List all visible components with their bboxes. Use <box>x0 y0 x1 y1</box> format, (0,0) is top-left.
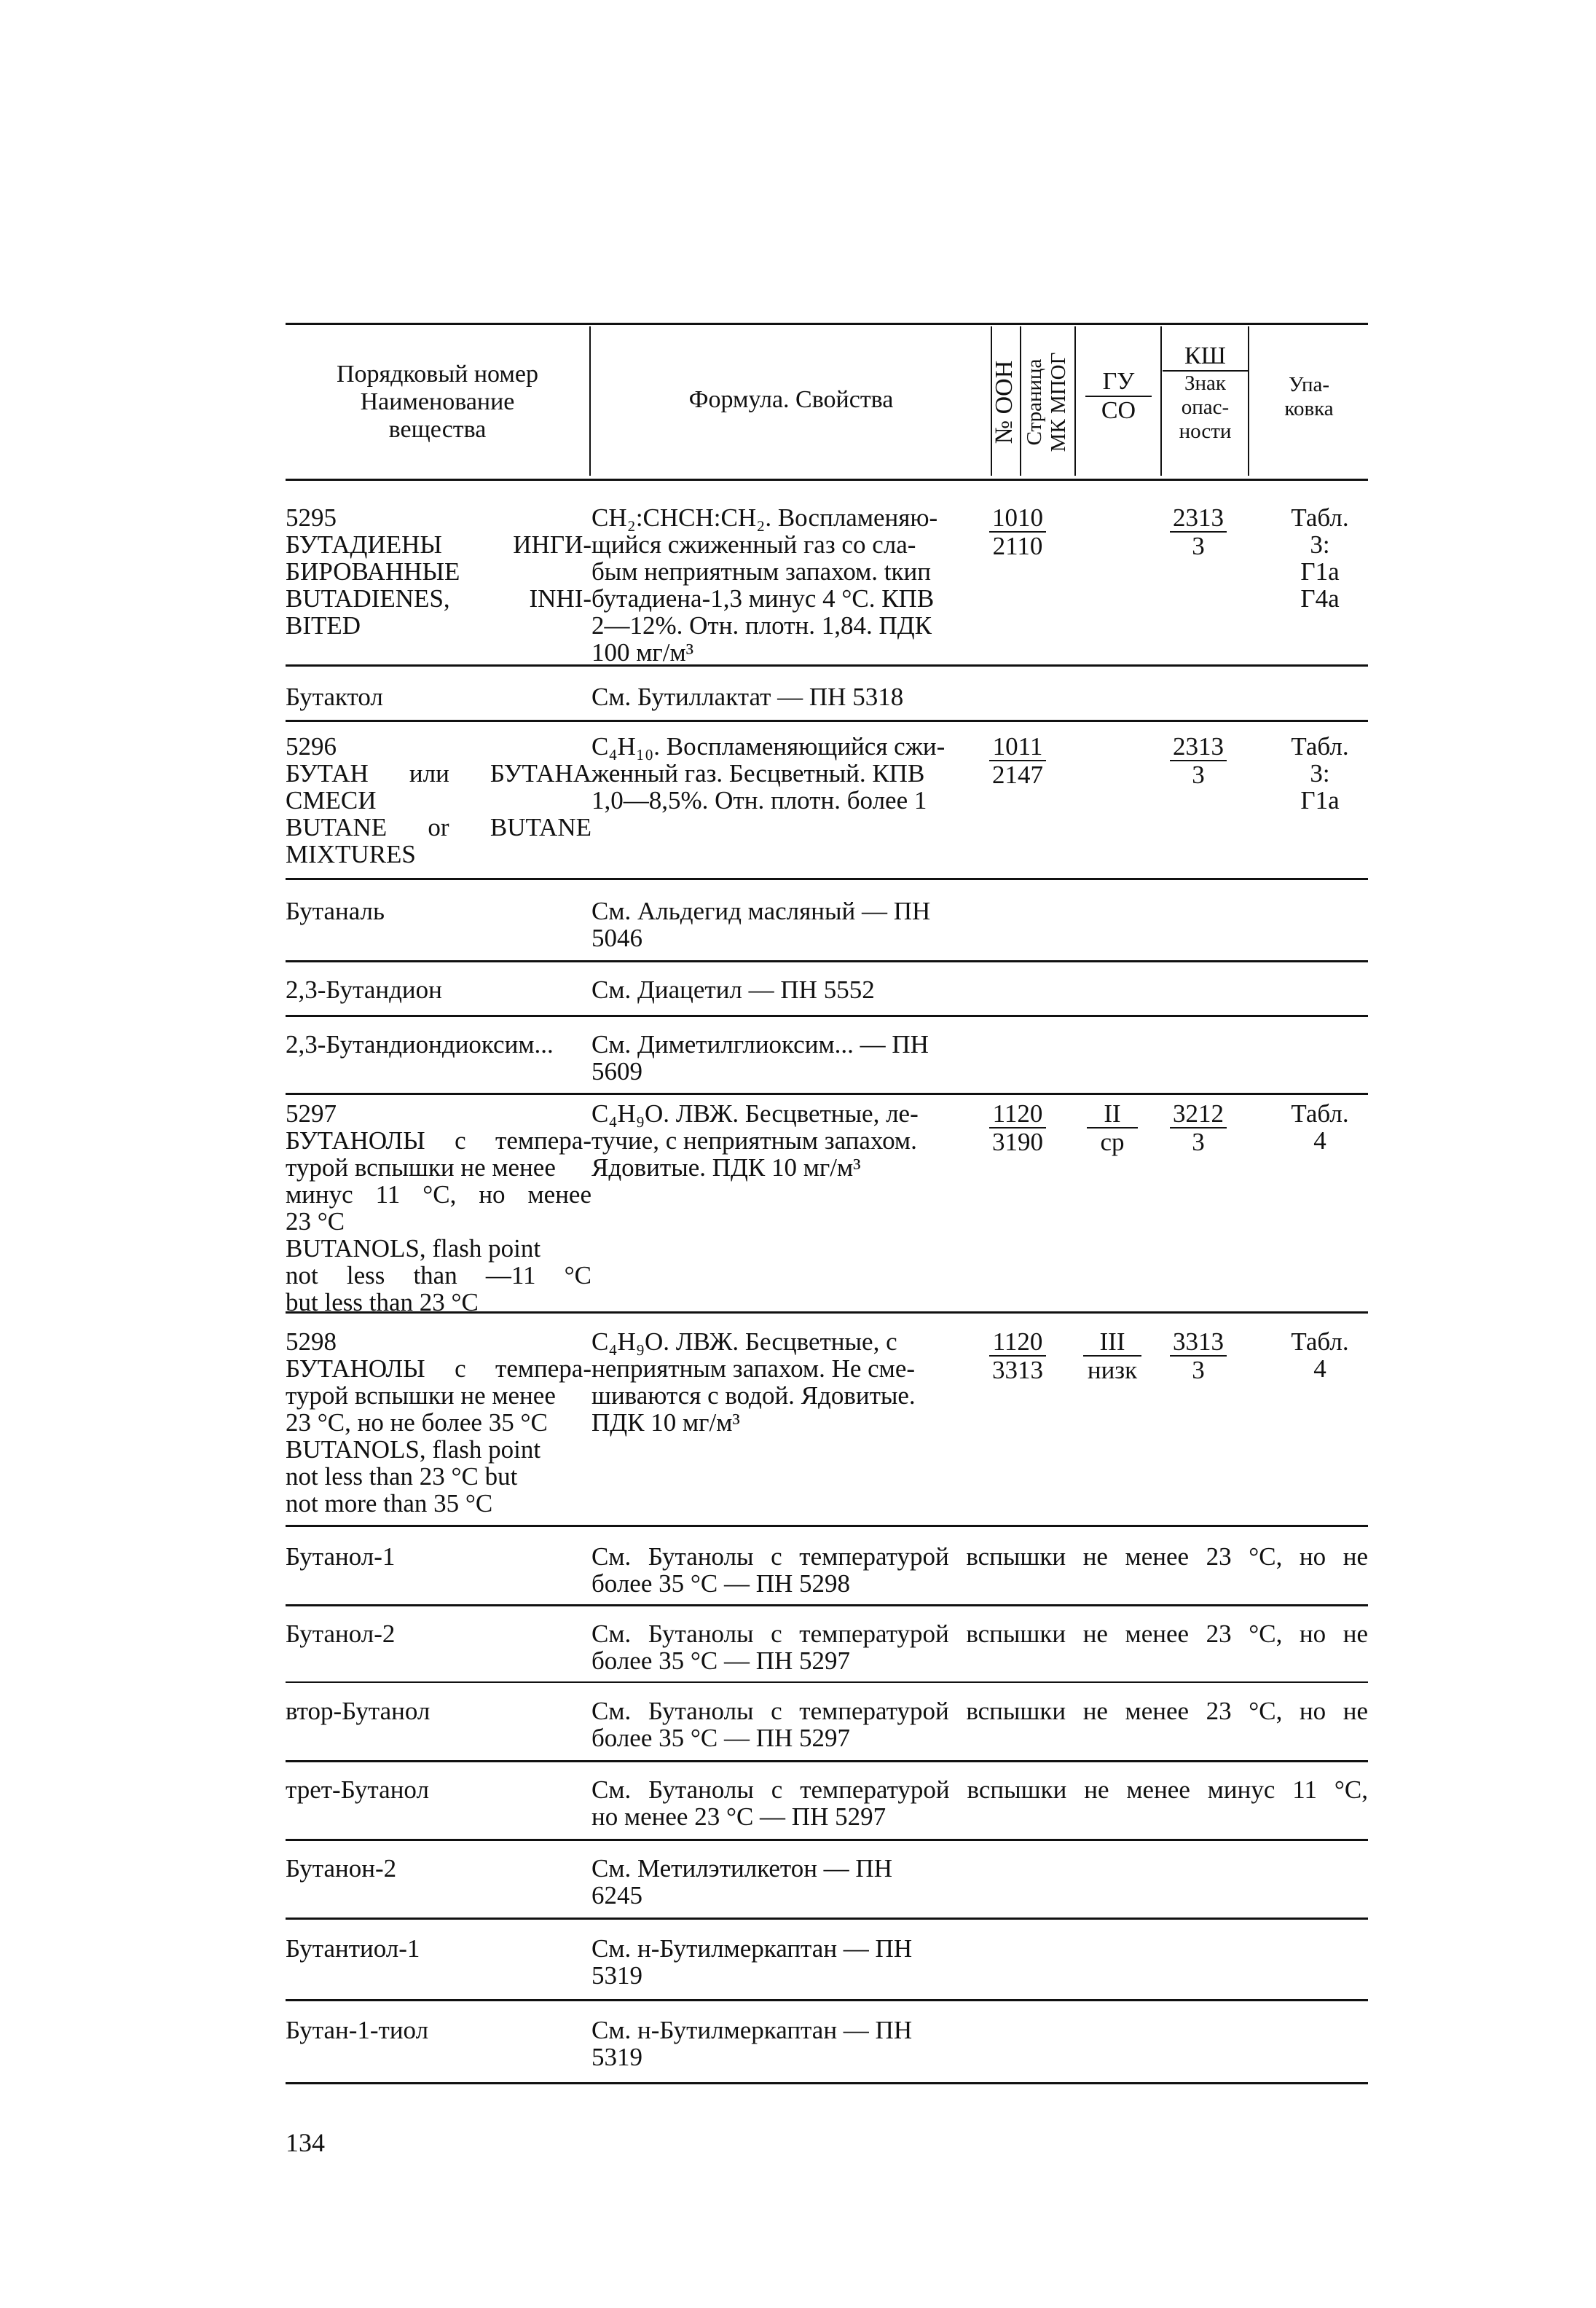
pack-line: 3: <box>1310 530 1330 559</box>
name-line: not more than 35 °C <box>286 1489 493 1518</box>
table-bottom-rule <box>286 2082 1368 2084</box>
property-line: 5319 <box>591 2043 642 2071</box>
property-line: 5609 <box>591 1057 642 1086</box>
header-un-number <box>991 329 1020 475</box>
name-line: втор-Бутанол <box>286 1697 431 1725</box>
packaging <box>1272 733 1368 814</box>
row-rule <box>286 960 1368 962</box>
name-line: MIXTURES <box>286 840 416 868</box>
formula-properties <box>591 504 1007 666</box>
header-bottom-rule <box>286 479 1368 481</box>
serial-number: 5295 <box>286 503 337 532</box>
property-line: См. Метилэтилкетон — ПН <box>591 1854 892 1883</box>
row-rule <box>286 720 1368 722</box>
pack-line: 4 <box>1313 1354 1326 1383</box>
property-line: 5319 <box>591 1961 642 1990</box>
property-line: См. Бутанолы с температурой вспышки не менее 23 °C, но не <box>591 1542 1368 1571</box>
property-line: См. н-Бутилмеркаптан — ПН <box>591 2016 913 2044</box>
so-value: низк <box>1087 1356 1138 1384</box>
row-rule <box>286 1918 1368 1920</box>
header-divider <box>1074 326 1076 476</box>
page-number: 134 <box>286 2128 325 2157</box>
un-page-fraction <box>989 504 1046 560</box>
property-line: C₄H₁₀. Воспламеняющийся сжи- <box>591 732 946 761</box>
ksh-sign-fraction <box>1170 733 1227 788</box>
gu-value: III <box>1083 1328 1141 1357</box>
cross-reference <box>591 898 1007 951</box>
substance-name <box>286 976 591 1003</box>
property-line: но менее 23 °C — ПН 5297 <box>591 1802 887 1831</box>
hazard-sign: 3 <box>1192 1356 1205 1384</box>
ksh-value: 3212 <box>1170 1100 1227 1129</box>
un-number: 1120 <box>989 1100 1046 1129</box>
substance-name <box>286 1543 591 1570</box>
hazard-sign: 3 <box>1192 1128 1205 1156</box>
pack-line: Г4а <box>1300 584 1340 613</box>
substance-name <box>286 683 591 710</box>
property-line: 2—12%. Отн. плотн. 1,84. ПДК <box>591 611 932 640</box>
gu-value: II <box>1087 1100 1138 1129</box>
header-line: Формула. Свойства <box>688 386 894 413</box>
mk-page: 2110 <box>992 532 1043 560</box>
name-line: BUTANOLS, flash point <box>286 1435 541 1464</box>
formula-properties <box>591 1328 1007 1436</box>
substance-name <box>286 1697 591 1724</box>
property-line: 100 мг/м³ <box>591 638 694 667</box>
header-serial-name <box>286 361 589 444</box>
property-line: шиваются с водой. Ядовитые. <box>591 1381 916 1410</box>
property-line: См. Диметилглиоксим... — ПН <box>591 1030 929 1059</box>
ksh-sign-fraction <box>1170 1100 1227 1155</box>
substance-name <box>286 733 591 868</box>
gu-so-fraction <box>1087 1100 1138 1155</box>
header-line: Упа- <box>1288 373 1330 396</box>
property-line: бутадиена-1,3 минус 4 °C. КПВ <box>591 584 935 613</box>
header-divider <box>1160 326 1162 476</box>
packaging <box>1272 1100 1368 1154</box>
header-line: Наименование <box>360 388 515 415</box>
header-gu <box>1077 368 1160 425</box>
property-line: неприятным запахом. Не сме- <box>591 1354 916 1383</box>
name-line: БУТАДИЕНЫ ИНГИ- <box>286 530 591 559</box>
property-line: 6245 <box>591 1881 642 1909</box>
row-rule <box>286 1311 1368 1314</box>
name-line: БУТАНОЛЫ с темпера- <box>286 1354 591 1383</box>
name-line: but less than 23 °C <box>286 1288 479 1316</box>
property-line: Ядовитые. ПДК 10 мг/м³ <box>591 1153 861 1182</box>
mk-page: 2147 <box>992 761 1043 789</box>
cross-reference <box>591 683 1007 710</box>
un-page-fraction <box>989 1328 1046 1383</box>
name-line: Бутанол-2 <box>286 1620 396 1648</box>
property-line: бым неприятным запахом. tкип <box>591 557 931 586</box>
header-page-mk <box>1023 329 1072 475</box>
name-line: BUTANE or BUTANE <box>286 813 591 841</box>
row-rule <box>286 1604 1368 1606</box>
substance-name <box>286 1620 591 1647</box>
name-line: Бутактол <box>286 683 383 711</box>
property-line: См. Бутанолы с температурой вспышки не менее 23 °C, но не <box>591 1697 1368 1725</box>
property-line: более 35 °C — ПН 5297 <box>591 1724 851 1752</box>
name-line: Бутантиол-1 <box>286 1934 420 1963</box>
cross-reference <box>591 976 1007 1003</box>
packaging <box>1272 504 1368 612</box>
pack-line: Г1а <box>1300 786 1340 815</box>
so-value: ср <box>1100 1128 1125 1156</box>
header-ksh <box>1163 342 1248 444</box>
property-line: C₄H₉O. ЛВЖ. Бесцветные, ле- <box>591 1099 919 1128</box>
substance-name <box>286 1776 591 1803</box>
property-line: См. Бутанолы с температурой вспышки не менее 23 °C, но не <box>591 1620 1368 1648</box>
name-line: трет-Бутанол <box>286 1775 429 1804</box>
row-rule <box>286 1015 1368 1017</box>
hazard-sign: 3 <box>1192 532 1205 560</box>
property-line: 5046 <box>591 924 642 952</box>
un-number: 1010 <box>989 504 1046 533</box>
substance-name <box>286 504 591 639</box>
un-number: 1120 <box>989 1328 1046 1357</box>
name-line: БУТАН или БУТАНА <box>286 759 591 788</box>
gu-so-fraction <box>1083 1328 1141 1383</box>
ksh-value: 2313 <box>1170 504 1227 533</box>
name-line: Бутанол-1 <box>286 1542 396 1571</box>
row-rule <box>286 1999 1368 2001</box>
cross-reference <box>591 1697 1368 1751</box>
property-line: тучие, с неприятным запахом. <box>591 1126 917 1155</box>
cross-reference <box>591 1543 1368 1597</box>
header-line: ГУ <box>1085 368 1152 397</box>
un-number: 1011 <box>989 733 1046 761</box>
mk-page: 3190 <box>992 1128 1043 1156</box>
substance-name <box>286 2017 591 2044</box>
ksh-value: 3313 <box>1170 1328 1227 1357</box>
pack-line: 3: <box>1310 759 1330 788</box>
header-line: вещества <box>388 416 487 443</box>
name-line: not less than 23 °C but <box>286 1462 518 1491</box>
name-line: 2,3-Бутандиондиоксим... <box>286 1030 554 1059</box>
substance-name <box>286 1100 591 1316</box>
pack-line: Табл. <box>1291 732 1349 761</box>
name-line: BITED <box>286 611 361 640</box>
serial-number: 5297 <box>286 1099 337 1128</box>
header-line: ности <box>1179 420 1232 443</box>
header-line: Порядковый номер <box>336 361 539 388</box>
table-top-rule <box>286 323 1368 325</box>
header-packaging <box>1250 373 1368 421</box>
property-line: См. Альдегид масляный — ПН <box>591 897 931 925</box>
name-line: турой вспышки не менее <box>286 1153 556 1182</box>
name-line: БУТАНОЛЫ с темпера- <box>286 1126 591 1155</box>
property-line: См. н-Бутилмеркаптан — ПН <box>591 1934 913 1963</box>
property-line: См. Бутанолы с температурой вспышки не менее минус 11 °C, <box>591 1775 1368 1804</box>
formula-properties <box>591 1100 1007 1181</box>
serial-number: 5298 <box>286 1327 337 1356</box>
ksh-sign-fraction <box>1170 1328 1227 1383</box>
name-line: Бутан-1-тиол <box>286 2016 429 2044</box>
header-line: Страница <box>1023 358 1046 446</box>
substance-name <box>286 1328 591 1517</box>
row-rule <box>286 1093 1368 1095</box>
name-line: 23 °C, но не более 35 °C <box>286 1408 548 1437</box>
name-line: СМЕСИ <box>286 786 377 815</box>
name-line: Бутаналь <box>286 897 385 925</box>
substance-name <box>286 898 591 925</box>
header-divider <box>1248 326 1249 476</box>
header-line: опас- <box>1181 396 1230 419</box>
hazard-sign: 3 <box>1192 761 1205 789</box>
row-rule <box>286 1760 1368 1762</box>
row-rule <box>286 1681 1368 1683</box>
header-formula <box>591 386 991 414</box>
name-line: BUTANOLS, flash point <box>286 1234 541 1263</box>
cross-reference <box>591 2017 1007 2070</box>
name-line: BUTADIENES, INHI- <box>286 584 591 613</box>
cross-reference <box>591 1776 1368 1830</box>
mk-page: 3313 <box>992 1356 1043 1384</box>
packaging <box>1272 1328 1368 1382</box>
row-rule <box>286 878 1368 880</box>
pack-line: 4 <box>1313 1126 1326 1155</box>
formula-properties <box>591 733 1007 814</box>
name-line: 2,3-Бутандион <box>286 976 442 1004</box>
property-line: более 35 °C — ПН 5297 <box>591 1646 851 1675</box>
cross-reference <box>591 1620 1368 1674</box>
property-line: более 35 °C — ПН 5298 <box>591 1569 851 1598</box>
serial-number: 5296 <box>286 732 337 761</box>
row-rule <box>286 664 1368 667</box>
header-line: МК МПОГ <box>1047 352 1070 452</box>
cross-reference <box>591 1031 1007 1085</box>
pack-line: Табл. <box>1291 1327 1349 1356</box>
property-line: 1,0—8,5%. Отн. плотн. более 1 <box>591 786 927 815</box>
row-rule <box>286 1839 1368 1841</box>
name-line: not less than —11 °C <box>286 1261 591 1290</box>
name-line: 23 °C <box>286 1207 345 1236</box>
name-line: минус 11 °C, но менее <box>286 1180 591 1209</box>
property-line: См. Бутиллактат — ПН 5318 <box>591 683 904 711</box>
property-line: CH₂:CHCH:CH₂. Воспламеняю- <box>591 503 938 532</box>
header-divider <box>1020 326 1021 476</box>
row-rule <box>286 1525 1368 1527</box>
header-divider <box>589 326 591 476</box>
pack-line: Табл. <box>1291 1099 1349 1128</box>
property-line: женный газ. Бесцветный. КПВ <box>591 759 925 788</box>
name-line: БИРОВАННЫЕ <box>286 557 460 586</box>
property-line: щийся сжиженный газ со сла- <box>591 530 916 559</box>
name-line: турой вспышки не менее <box>286 1381 556 1410</box>
header-line: ковка <box>1284 397 1334 420</box>
ksh-value: 2313 <box>1170 733 1227 761</box>
pack-line: Г1а <box>1300 557 1340 586</box>
un-page-fraction <box>989 733 1046 788</box>
substance-name <box>286 1855 591 1882</box>
header-line: СО <box>1101 397 1136 424</box>
cross-reference <box>591 1935 1007 1989</box>
ksh-sign-fraction <box>1170 504 1227 560</box>
pack-line: Табл. <box>1291 503 1349 532</box>
substance-name <box>286 1935 591 1962</box>
cross-reference <box>591 1855 1007 1909</box>
header-line: № ООН <box>991 360 1018 444</box>
substance-name <box>286 1031 591 1058</box>
header-line: Знак <box>1184 372 1226 395</box>
property-line: См. Диацетил — ПН 5552 <box>591 976 875 1004</box>
header-line: КШ <box>1163 342 1248 372</box>
property-line: C₄H₉O. ЛВЖ. Бесцветные, с <box>591 1327 897 1356</box>
property-line: ПДК 10 мг/м³ <box>591 1408 740 1437</box>
name-line: Бутанон-2 <box>286 1854 397 1883</box>
un-page-fraction <box>989 1100 1046 1155</box>
